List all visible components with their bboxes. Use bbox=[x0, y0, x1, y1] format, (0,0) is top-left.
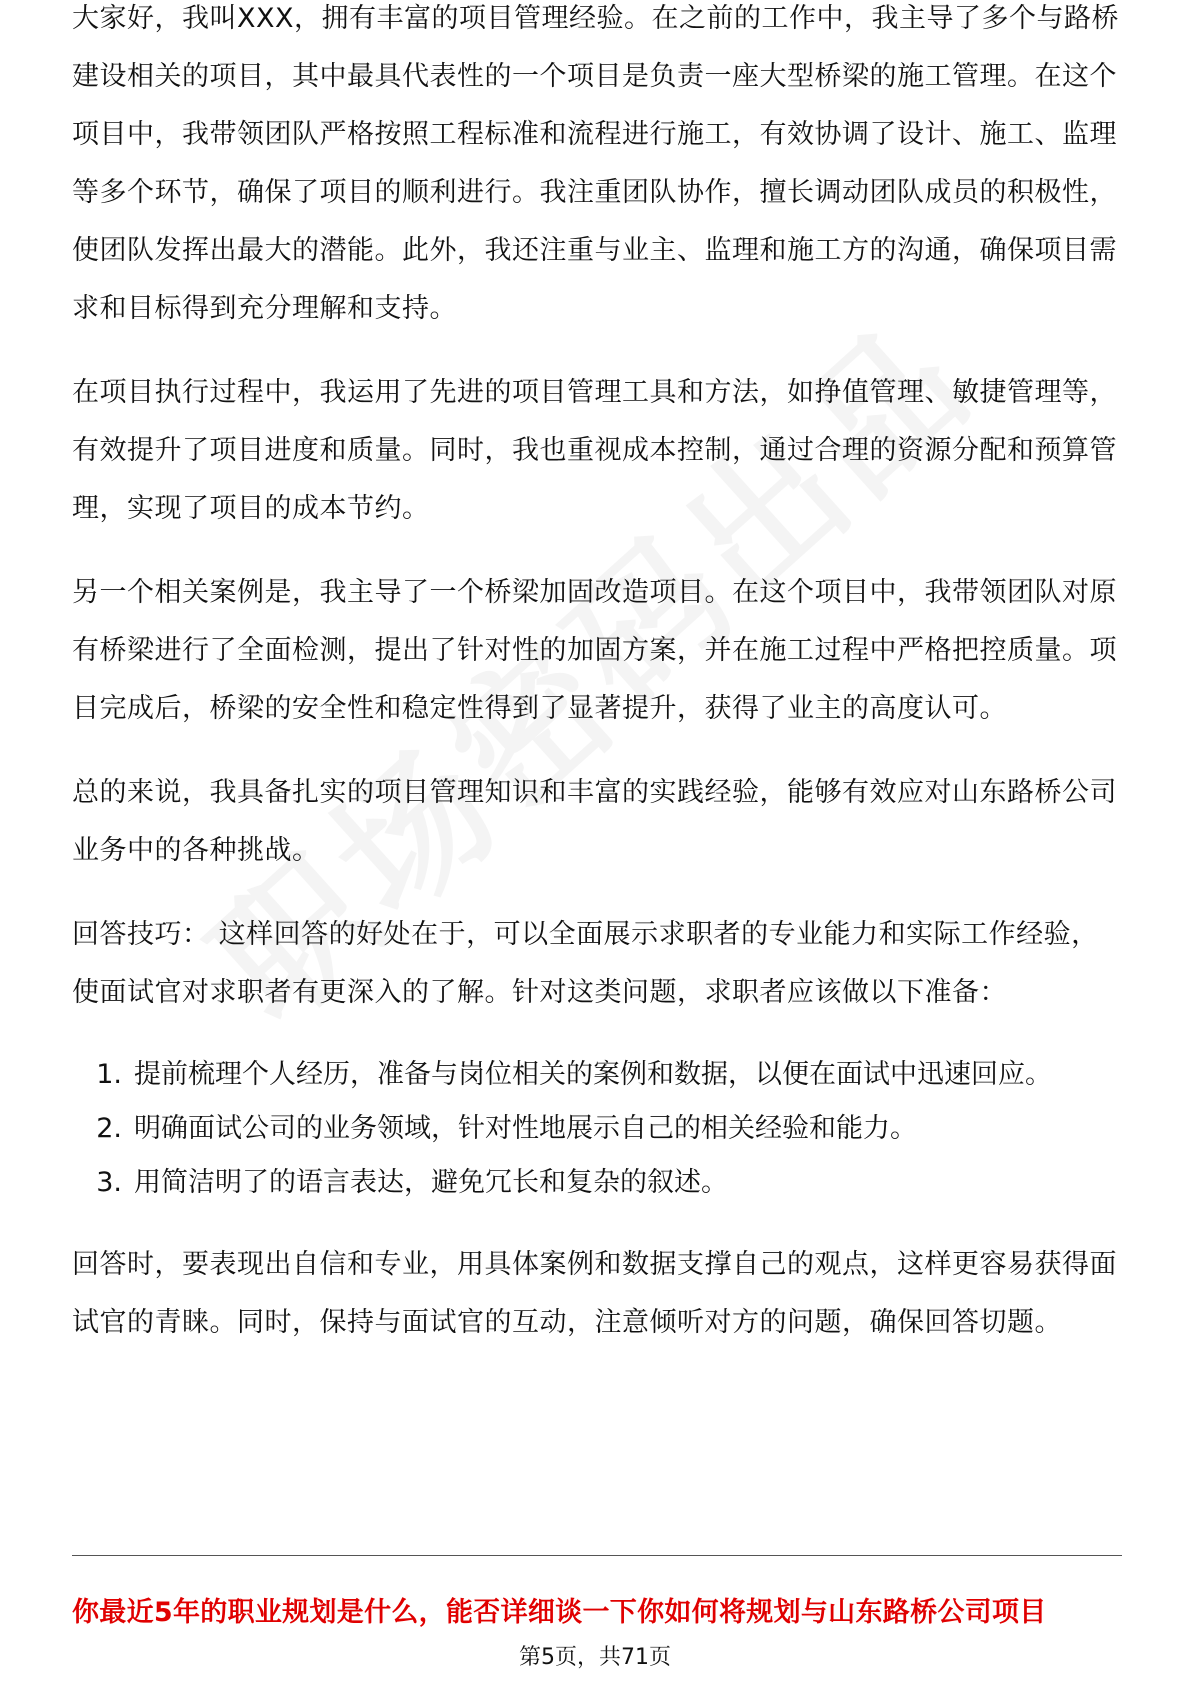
divider bbox=[72, 1555, 1122, 1556]
paragraph-case: 另一个相关案例是，我主导了一个桥梁加固改造项目。在这个项目中，我带领团队对原有桥梁进行了全面检测，提出了针对性的加固方案，并在施工过程中严格把控质量。项目完成后，桥梁的安全性和稳定性得到了显著提升，获得了业主的高度认可。 bbox=[72, 577, 1117, 724]
list-text: 提前梳理个人经历，准备与岗位相关的案例和数据，以便在面试中迅速回应。 bbox=[134, 1059, 1052, 1090]
page-number: 第5页，共71页 bbox=[519, 1645, 671, 1670]
tips-list bbox=[72, 1048, 1122, 1210]
list-text: 明确面试公司的业务领域，针对性地展示自己的相关经验和能力。 bbox=[134, 1113, 917, 1144]
list-number: 1. bbox=[96, 1059, 122, 1090]
document-body bbox=[72, 3, 1122, 1378]
list-item bbox=[72, 1156, 1122, 1210]
next-question-heading: 你最近5年的职业规划是什么，能否详细谈一下你如何将规划与山东路桥公司项目 bbox=[72, 1597, 1047, 1628]
paragraph-tips: 回答技巧： 这样回答的好处在于，可以全面展示求职者的专业能力和实际工作经验，使面试官对求职者有更深入的了解。针对这类问题，求职者应该做以下准备： bbox=[72, 919, 1099, 1008]
list-item bbox=[72, 1102, 1122, 1156]
paragraph-intro: 大家好，我叫XXX，拥有丰富的项目管理经验。在之前的工作中，我主导了多个与路桥建设相关的项目，其中最具代表性的一个项目是负责一座大型桥梁的施工管理。在这个项目中，我带领团队严格按照工程标准和流程进行施工，有效协调了设计、施工、监理等多个环节，确保了项目的顺利进行。我注重团队协作，擅长调动团队成员的积极性，使团队发挥出最大的潜能。此外，我还注重与业主、监理和施工方的沟通，确保项目需求和目标得到充分理解和支持。 bbox=[72, 3, 1119, 324]
list-text: 用简洁明了的语言表达，避免冗长和复杂的叙述。 bbox=[134, 1167, 728, 1198]
list-number: 3. bbox=[96, 1167, 122, 1198]
paragraph-summary: 总的来说，我具备扎实的项目管理知识和丰富的实践经验，能够有效应对山东路桥公司业务中的各种挑战。 bbox=[72, 777, 1117, 866]
paragraph-closing: 回答时，要表现出自信和专业，用具体案例和数据支撑自己的观点，这样更容易获得面试官的青睐。同时，保持与面试官的互动，注意倾听对方的问题，确保回答切题。 bbox=[72, 1249, 1117, 1338]
list-number: 2. bbox=[96, 1113, 122, 1144]
paragraph-methods: 在项目执行过程中，我运用了先进的项目管理工具和方法，如挣值管理、敏捷管理等，有效提升了项目进度和质量。同时，我也重视成本控制，通过合理的资源分配和预算管理，实现了项目的成本节约。 bbox=[72, 377, 1117, 524]
list-item bbox=[72, 1048, 1122, 1102]
